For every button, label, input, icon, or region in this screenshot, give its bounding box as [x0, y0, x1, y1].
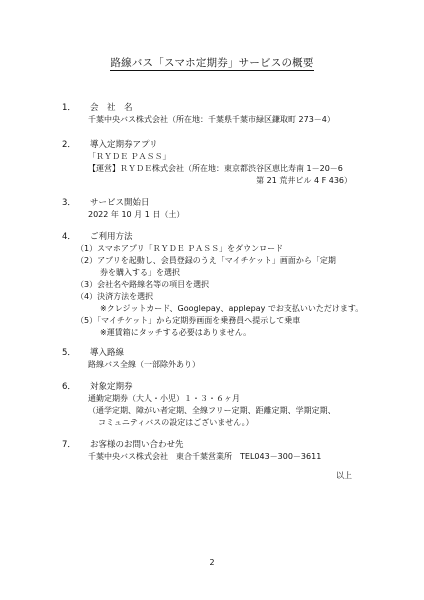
section-4-heading: 4． ご利用方法: [62, 232, 133, 242]
page-number: 2: [209, 558, 215, 567]
section-2-line-1: 「ＲＹＤＥ ＰＡＳＳ」: [88, 152, 171, 161]
section-7-heading: 7． お客様のお問い合わせ先: [62, 440, 184, 450]
section-4-line-4: （3）会社名や路線名等の項目を選択: [76, 280, 210, 289]
section-4-line-5: （4）決済方法を選択: [76, 292, 154, 301]
section-2-line-3: 第 21 荒井ビル 4 F 436）: [256, 176, 352, 185]
section-4-line-3: 券を購入する」を選択: [100, 268, 180, 277]
section-3-heading: 3． サービス開始日: [62, 198, 150, 208]
section-6-line-3: コミュニティバスの設定はございません。）: [98, 418, 254, 427]
section-7-line-1: 千葉中央バス株式会社 東合千葉営業所 TEL043－300－3611: [88, 452, 322, 461]
section-2-heading: 2． 導入定期券アプリ: [62, 140, 158, 150]
section-3-line-1: 2022 年 10 月 1 日（土）: [88, 210, 185, 219]
section-4-line-6: ※クレジットカード、Googlepay、applepay でお支払いいただけます。: [100, 304, 364, 313]
section-4-line-2: （2）アプリを起動し、会員登録のうえ「マイチケット」画面から「定期: [76, 256, 336, 265]
closing-text: 以上: [336, 471, 352, 480]
section-6-line-2: （通学定期、障がい者定期、全線フリー定期、距離定期、学期定期、: [88, 406, 336, 415]
section-5-line-1: 路線バス全線（一部除外あり）: [88, 360, 200, 369]
section-4-line-7: （5）「マイチケット」から定期券画面を乗務員へ提示して乗車: [76, 316, 301, 325]
section-4-line-8: ※運賃箱にタッチする必要はありません。: [100, 328, 252, 337]
section-6-heading: 6． 対象定期券: [62, 382, 133, 392]
section-1-heading: 1． 会 社 名: [62, 103, 133, 113]
section-2-line-2: 【運営】ＲＹＤＥ株式会社（所在地：東京都渋谷区恵比寿南 1－20－6: [88, 164, 343, 173]
section-5-heading: 5． 導入路線: [62, 348, 125, 358]
section-4-line-1: （1）スマホアプリ「ＲＹＤＥ ＰＡＳＳ」をダウンロード: [76, 244, 284, 253]
document-title: 路線バス「スマホ定期券」サービスの概要: [110, 57, 314, 69]
section-6-line-1: 通勤定期券（大人・小児）１・３・６ヶ月: [88, 394, 240, 403]
section-1-line-1: 千葉中央バス株式会社（所在地：千葉県千葉市緑区鎌取町 273－4）: [88, 115, 335, 124]
